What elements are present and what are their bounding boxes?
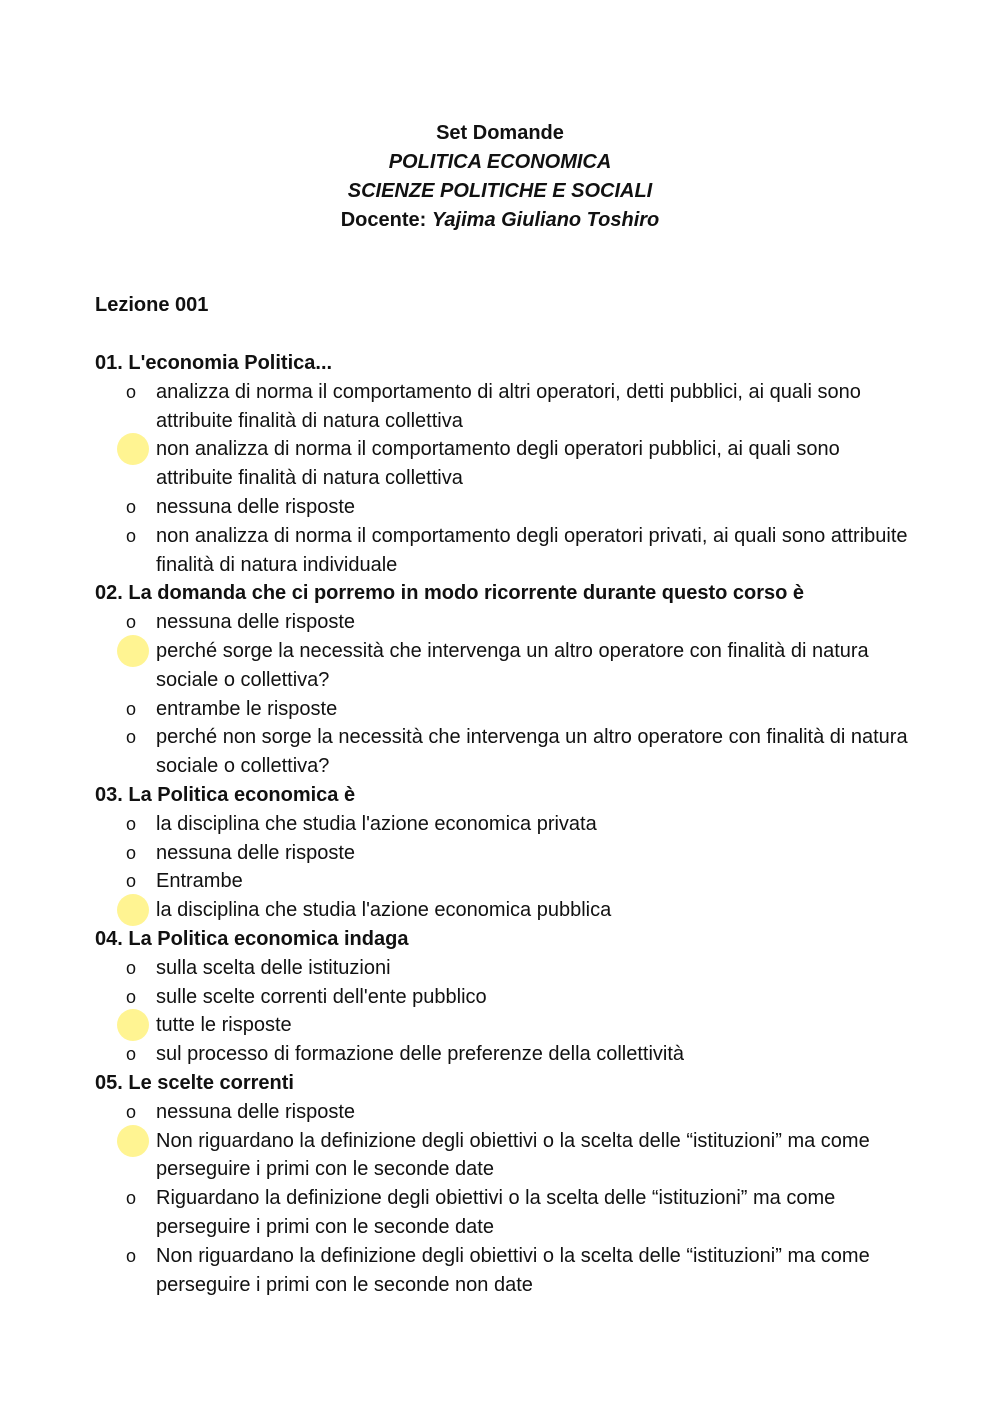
- bullet-icon: o: [126, 727, 137, 748]
- answer-text: nessuna delle risposte: [156, 495, 356, 518]
- bullet-icon: o: [126, 1044, 137, 1065]
- answer-option: [95, 435, 915, 493]
- answer-options: [95, 954, 915, 1069]
- question: [95, 925, 915, 1069]
- answer-text: perché non sorge la necessità che intervenga un altro operatore con finalità di natura sociale o collettiva?: [156, 726, 908, 778]
- answer-options: [95, 1098, 915, 1300]
- answer-text: sul processo di formazione delle preferenze della collettività: [156, 1043, 685, 1066]
- answer-highlight-mark: [117, 635, 149, 667]
- question: [95, 349, 915, 579]
- answer-text: nessuna delle risposte: [156, 611, 356, 634]
- header-docente: [0, 206, 1000, 235]
- answer-text: sulla scelta delle istituzioni: [156, 956, 391, 979]
- bullet-icon: o: [126, 1101, 137, 1122]
- answer-option: [95, 954, 915, 983]
- question: [95, 781, 915, 925]
- question-title: 01. L'economia Politica...: [95, 352, 333, 374]
- answer-option: [95, 493, 915, 522]
- question: [95, 1069, 915, 1299]
- bullet-icon: o: [126, 842, 137, 863]
- bullet-icon: o: [126, 1245, 137, 1266]
- answer-option: [95, 867, 915, 896]
- bullet-icon: o: [126, 871, 137, 892]
- bullet-icon: o: [126, 698, 137, 719]
- bullet-icon: o: [126, 986, 137, 1007]
- answer-text: tutte le risposte: [156, 1014, 292, 1037]
- answer-option: [95, 1127, 915, 1185]
- question-title: 03. La Politica economica è: [95, 783, 356, 806]
- bullet-icon: o: [126, 612, 137, 633]
- answer-option: [95, 695, 915, 724]
- answer-option: [95, 1040, 915, 1069]
- answer-option: [95, 810, 915, 839]
- document-header: [0, 119, 1000, 235]
- header-title: Set Domande: [436, 122, 564, 144]
- question-title: 02. La domanda che ci porremo in modo ricorrente durante questo corso è: [95, 582, 805, 605]
- answer-text: Non riguardano la definizione degli obiettivi o la scelta delle “istituzioni” ma come perseguire i primi con le seconde date: [156, 1129, 870, 1181]
- lesson-title: Lezione 001: [95, 294, 209, 316]
- bullet-icon: o: [126, 957, 137, 978]
- answer-text: la disciplina che studia l'azione economica pubblica: [156, 899, 612, 922]
- answer-highlight-mark: [117, 894, 149, 926]
- answer-option: [95, 1098, 915, 1127]
- answer-highlight-mark: [117, 433, 149, 465]
- answer-option: [95, 983, 915, 1012]
- bullet-icon: o: [126, 525, 137, 546]
- answer-text: perché sorge la necessità che intervenga un altro operatore con finalità di natura sociale o collettiva?: [156, 639, 869, 691]
- header-course: POLITICA ECONOMICA: [388, 151, 612, 173]
- question-title: 05. Le scelte correnti: [95, 1071, 294, 1094]
- answer-text: non analizza di norma il comportamento degli operatori privati, ai quali sono attribuite finalità di natura individuale: [156, 524, 908, 576]
- answer-option: [95, 522, 915, 580]
- answer-option: [95, 1184, 915, 1242]
- answer-options: [95, 810, 915, 925]
- bullet-icon: o: [126, 381, 137, 402]
- answer-text: nessuna delle risposte: [156, 841, 356, 864]
- bullet-icon: o: [126, 496, 137, 517]
- answer-text: nessuna delle risposte: [156, 1100, 356, 1123]
- answer-text: entrambe le risposte: [156, 697, 338, 720]
- answer-options: [95, 378, 915, 580]
- answer-highlight-mark: [117, 1009, 149, 1041]
- bullet-icon: o: [126, 813, 137, 834]
- answer-options: [95, 608, 915, 781]
- answer-text: sulle scelte correnti dell'ente pubblico: [156, 985, 487, 1008]
- answer-text: Entrambe: [156, 870, 243, 893]
- answer-option: [95, 896, 915, 925]
- answer-text: non analizza di norma il comportamento degli operatori pubblici, ai quali sono attribuite finalità di natura collettiva: [156, 438, 840, 490]
- docente-label: Docente:: [340, 209, 432, 231]
- question: [95, 579, 915, 781]
- answer-text: Riguardano la definizione degli obiettivi o la scelta delle “istituzioni” ma come perseguire i primi con le seconde date: [156, 1187, 836, 1238]
- answer-option: [95, 1242, 915, 1300]
- answer-option: [95, 637, 915, 695]
- answer-option: [95, 723, 915, 781]
- bullet-icon: o: [126, 1188, 137, 1209]
- answer-option: [95, 1011, 915, 1040]
- answer-highlight-mark: [117, 1125, 149, 1157]
- answer-option: [95, 378, 915, 436]
- header-faculty: SCIENZE POLITICHE E SOCIALI: [347, 180, 653, 202]
- answer-option: [95, 839, 915, 868]
- question-title: 04. La Politica economica indaga: [95, 927, 409, 950]
- answer-text: analizza di norma il comportamento di altri operatori, detti pubblici, ai quali sono attribuite finalità di natura collettiva: [156, 380, 861, 432]
- docente-name: Yajima Giuliano Toshiro: [431, 209, 660, 231]
- answer-option: [95, 608, 915, 637]
- answer-text: la disciplina che studia l'azione economica privata: [156, 812, 597, 835]
- question-list: [95, 349, 915, 1299]
- answer-text: Non riguardano la definizione degli obiettivi o la scelta delle “istituzioni” ma come perseguire i primi con le seconde non date: [156, 1244, 870, 1296]
